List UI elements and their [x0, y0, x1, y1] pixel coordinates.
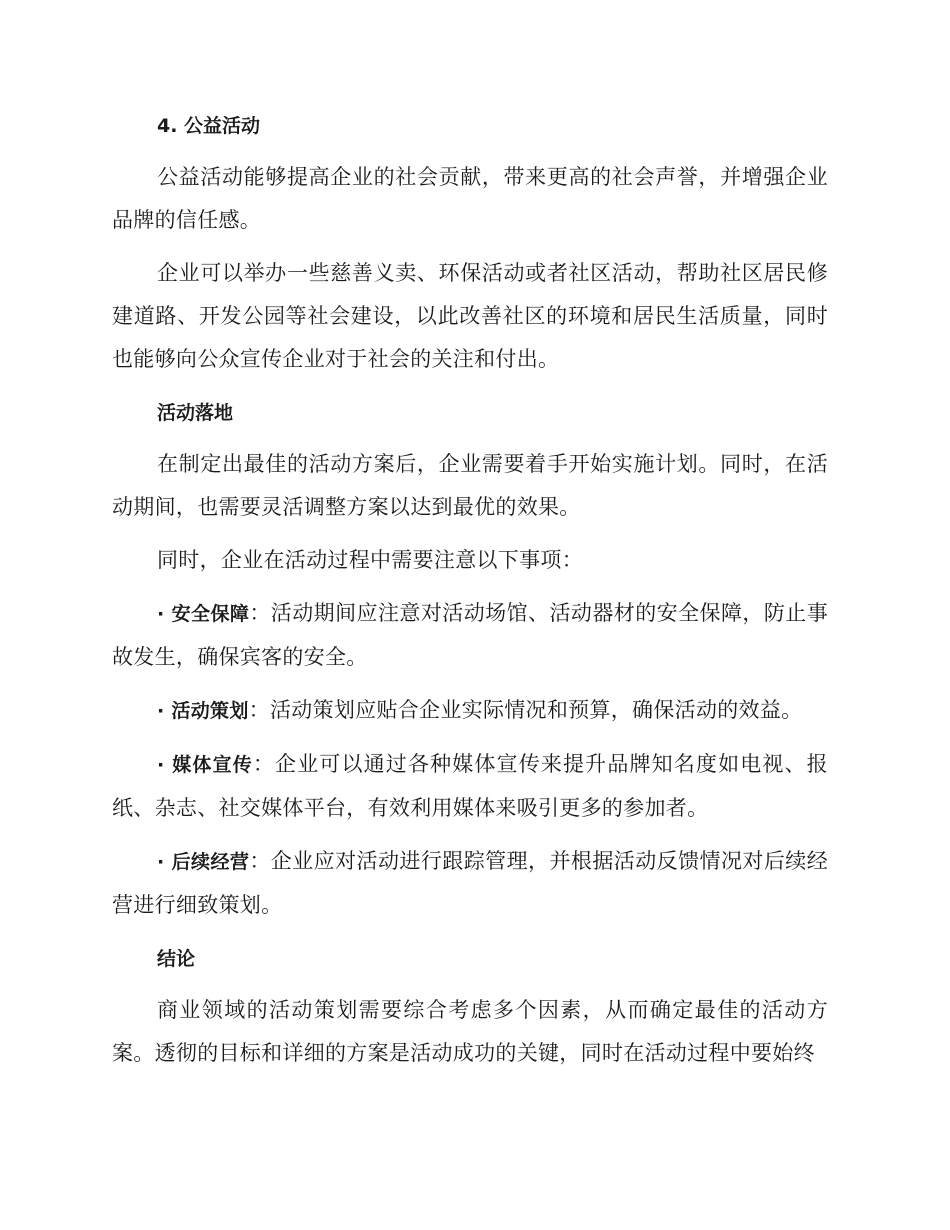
bullet-text: ：活动策划应贴合企业实际情况和预算，确保活动的效益。 — [248, 698, 803, 722]
bullet-label: · 安全保障 — [157, 603, 250, 625]
bullet-item — [112, 840, 828, 927]
section-heading-charity: 4. 公益活动 — [157, 115, 261, 137]
paragraph-charity-detail: 企业可以举办一些慈善义卖、环保活动或者社区活动，帮助社区居民修建道路、开发公园等社会建设，以此改善社区的环境和居民生活质量，同时也能够向公众宣传企业对于社会的关注和付出。 — [112, 261, 828, 371]
paragraph-notes-intro: 同时，企业在活动过程中需要注意以下事项： — [157, 548, 583, 572]
paragraph-implementation: 在制定出最佳的活动方案后，企业需要着手开始实施计划。同时，在活动期间，也需要灵活调整方案以达到最优的效果。 — [112, 452, 828, 519]
bullet-item — [112, 592, 828, 679]
bullet-text: ：企业可以通过各种媒体宣传来提升品牌知名度如电视、报纸、杂志、社交媒体平台，有效利用媒体来吸引更多的参加者。 — [112, 752, 828, 820]
section-heading-conclusion: 结论 — [157, 948, 196, 970]
section-heading-implementation: 活动落地 — [157, 402, 234, 424]
bullet-item — [112, 743, 828, 830]
bullet-text: ：企业应对活动进行跟踪管理，并根据活动反馈情况对后续经营进行细致策划。 — [112, 849, 828, 917]
bullet-label: · 后续经营 — [157, 851, 250, 873]
bullet-text: ：活动期间应注意对活动场馆、活动器材的安全保障，防止事故发生，确保宾客的安全。 — [112, 601, 828, 669]
document-page — [112, 104, 828, 1085]
paragraph-charity-intro: 公益活动能够提高企业的社会贡献，带来更高的社会声誉，并增强企业品牌的信任感。 — [112, 165, 828, 232]
paragraph-conclusion: 商业领域的活动策划需要综合考虑多个因素，从而确定最佳的活动方案。透彻的目标和详细的方案是活动成功的关键，同时在活动过程中要始终 — [112, 998, 828, 1065]
bullet-label: · 活动策划 — [157, 700, 249, 722]
bullet-label: · 媒体宣传 — [157, 754, 253, 776]
bullet-item — [112, 689, 828, 733]
